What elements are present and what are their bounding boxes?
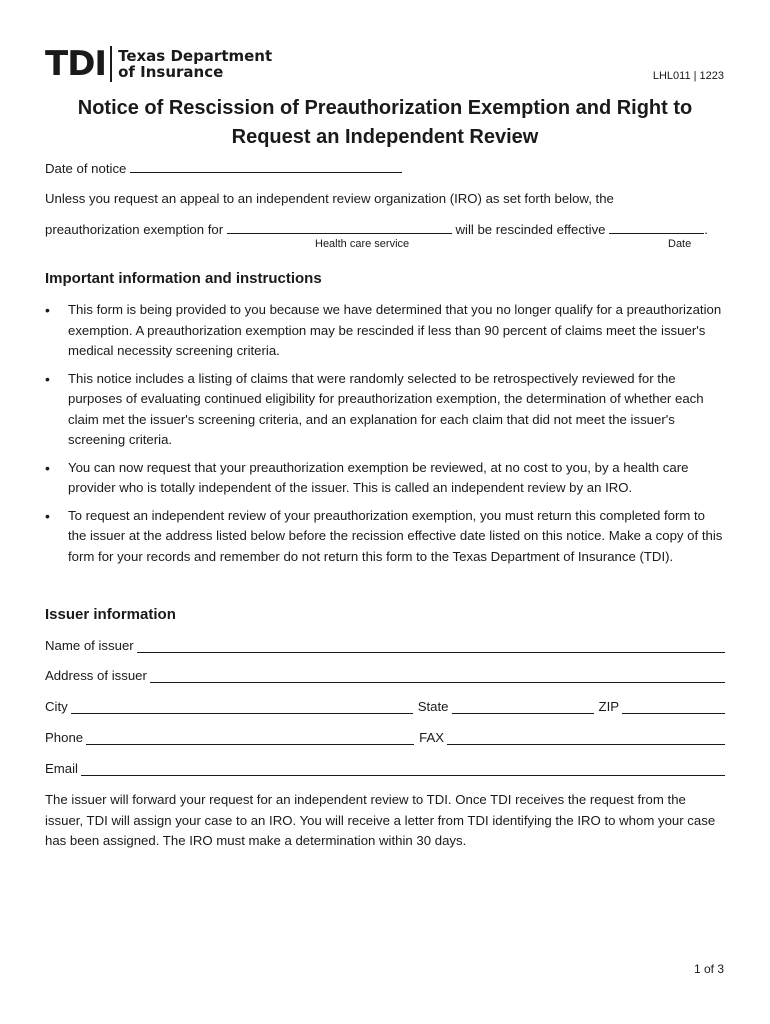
logo-agency-name: [118, 48, 272, 80]
issuer-address-label: Address of issuer: [45, 668, 147, 683]
list-item: • To request an independent review of your preauthorization exemption, you must return this completed form to the issuer at the address listed below before the recission effective date listed on this notice. Make a copy of this form for your records and remember do not return this form to the Texas Department of Insurance (TDI).: [45, 506, 725, 568]
state-label: State: [417, 699, 449, 714]
issuer-name-field[interactable]: [137, 640, 725, 653]
list-item: • This form is being provided to you because we have determined that you no longer qualify for a preauthorization exemption. A preauthorization exemption may be rescinded if less than 90 percent of claims meet the issuer's medical necessity screening criteria.: [45, 300, 725, 362]
logo-divider: [110, 46, 112, 82]
forwarding-paragraph: The issuer will forward your request for an independent review to TDI. Once TDI receives the request from the issuer, TDI will assign your case to an IRO. You will receive a letter from TDI identifying the IRO to whom your case has been assigned. The IRO must make a determination within 30 days.: [45, 792, 716, 848]
issuer-name-label: Name of issuer: [45, 638, 134, 653]
state-field[interactable]: [452, 701, 594, 714]
fax-label: FAX: [419, 730, 445, 745]
date-of-notice-label: Date of notice: [45, 161, 127, 176]
city-state-zip-row: [45, 699, 725, 714]
intro-text: Unless you request an appeal to an independent review organization (IRO) as set forth below, the: [45, 191, 614, 206]
phone-fax-row: [45, 730, 725, 745]
list-item: • This notice includes a listing of claims that were randomly selected to be retrospectively reviewed for the purposes of evaluating continued eligibility for preauthorization exemption, the determination of whether each claim met the issuer's screening criteria, and an explanation for each claim that did not meet the issuer's screening criteria.: [45, 369, 725, 451]
logo-line-1: Texas Department: [118, 47, 273, 65]
email-row: [45, 761, 725, 776]
date-of-notice-field[interactable]: [130, 160, 402, 173]
document-title: [40, 94, 730, 152]
issuer-name-row: [45, 638, 725, 653]
end-punctuation: .: [704, 222, 708, 237]
effective-date-field[interactable]: [609, 221, 704, 234]
form-code: LHL011 | 1223: [652, 70, 724, 82]
page-number: 1 of 3: [693, 962, 724, 976]
phone-field[interactable]: [86, 732, 414, 745]
list-item: • You can now request that your preauthorization exemption be reviewed, at no cost to you, by a health care provider who is totally independent of the issuer. This is called an independent review by an IRO.: [45, 458, 725, 499]
tdi-logo: [45, 44, 272, 84]
rescinded-text: will be rescinded effective: [455, 222, 606, 237]
issuer-heading: Issuer information: [45, 606, 176, 623]
city-label: City: [45, 699, 68, 714]
city-field[interactable]: [71, 701, 413, 714]
date-of-notice-row: [45, 160, 402, 176]
logo-line-2: of Insurance: [118, 63, 224, 81]
date-caption: Date: [668, 238, 692, 250]
zip-label: ZIP: [598, 699, 620, 714]
exemption-prefix: preauthorization exemption for: [45, 222, 224, 237]
logo-abbreviation: TDI: [45, 44, 107, 84]
instructions-list: [45, 300, 725, 574]
email-label: Email: [45, 761, 78, 776]
zip-field[interactable]: [622, 701, 725, 714]
fax-field[interactable]: [447, 732, 725, 745]
phone-label: Phone: [45, 730, 84, 745]
issuer-address-row: [45, 668, 725, 683]
exemption-row: [45, 221, 708, 237]
instructions-heading: Important information and instructions: [45, 270, 322, 287]
health-care-service-caption: Health care service: [315, 238, 410, 250]
health-care-service-field[interactable]: [227, 221, 452, 234]
title-line-1: Notice of Rescission of Preauthorization Exemption and Right to: [77, 97, 693, 119]
title-line-2: Request an Independent Review: [231, 126, 539, 148]
email-field[interactable]: [81, 763, 725, 776]
issuer-address-field[interactable]: [150, 670, 725, 683]
